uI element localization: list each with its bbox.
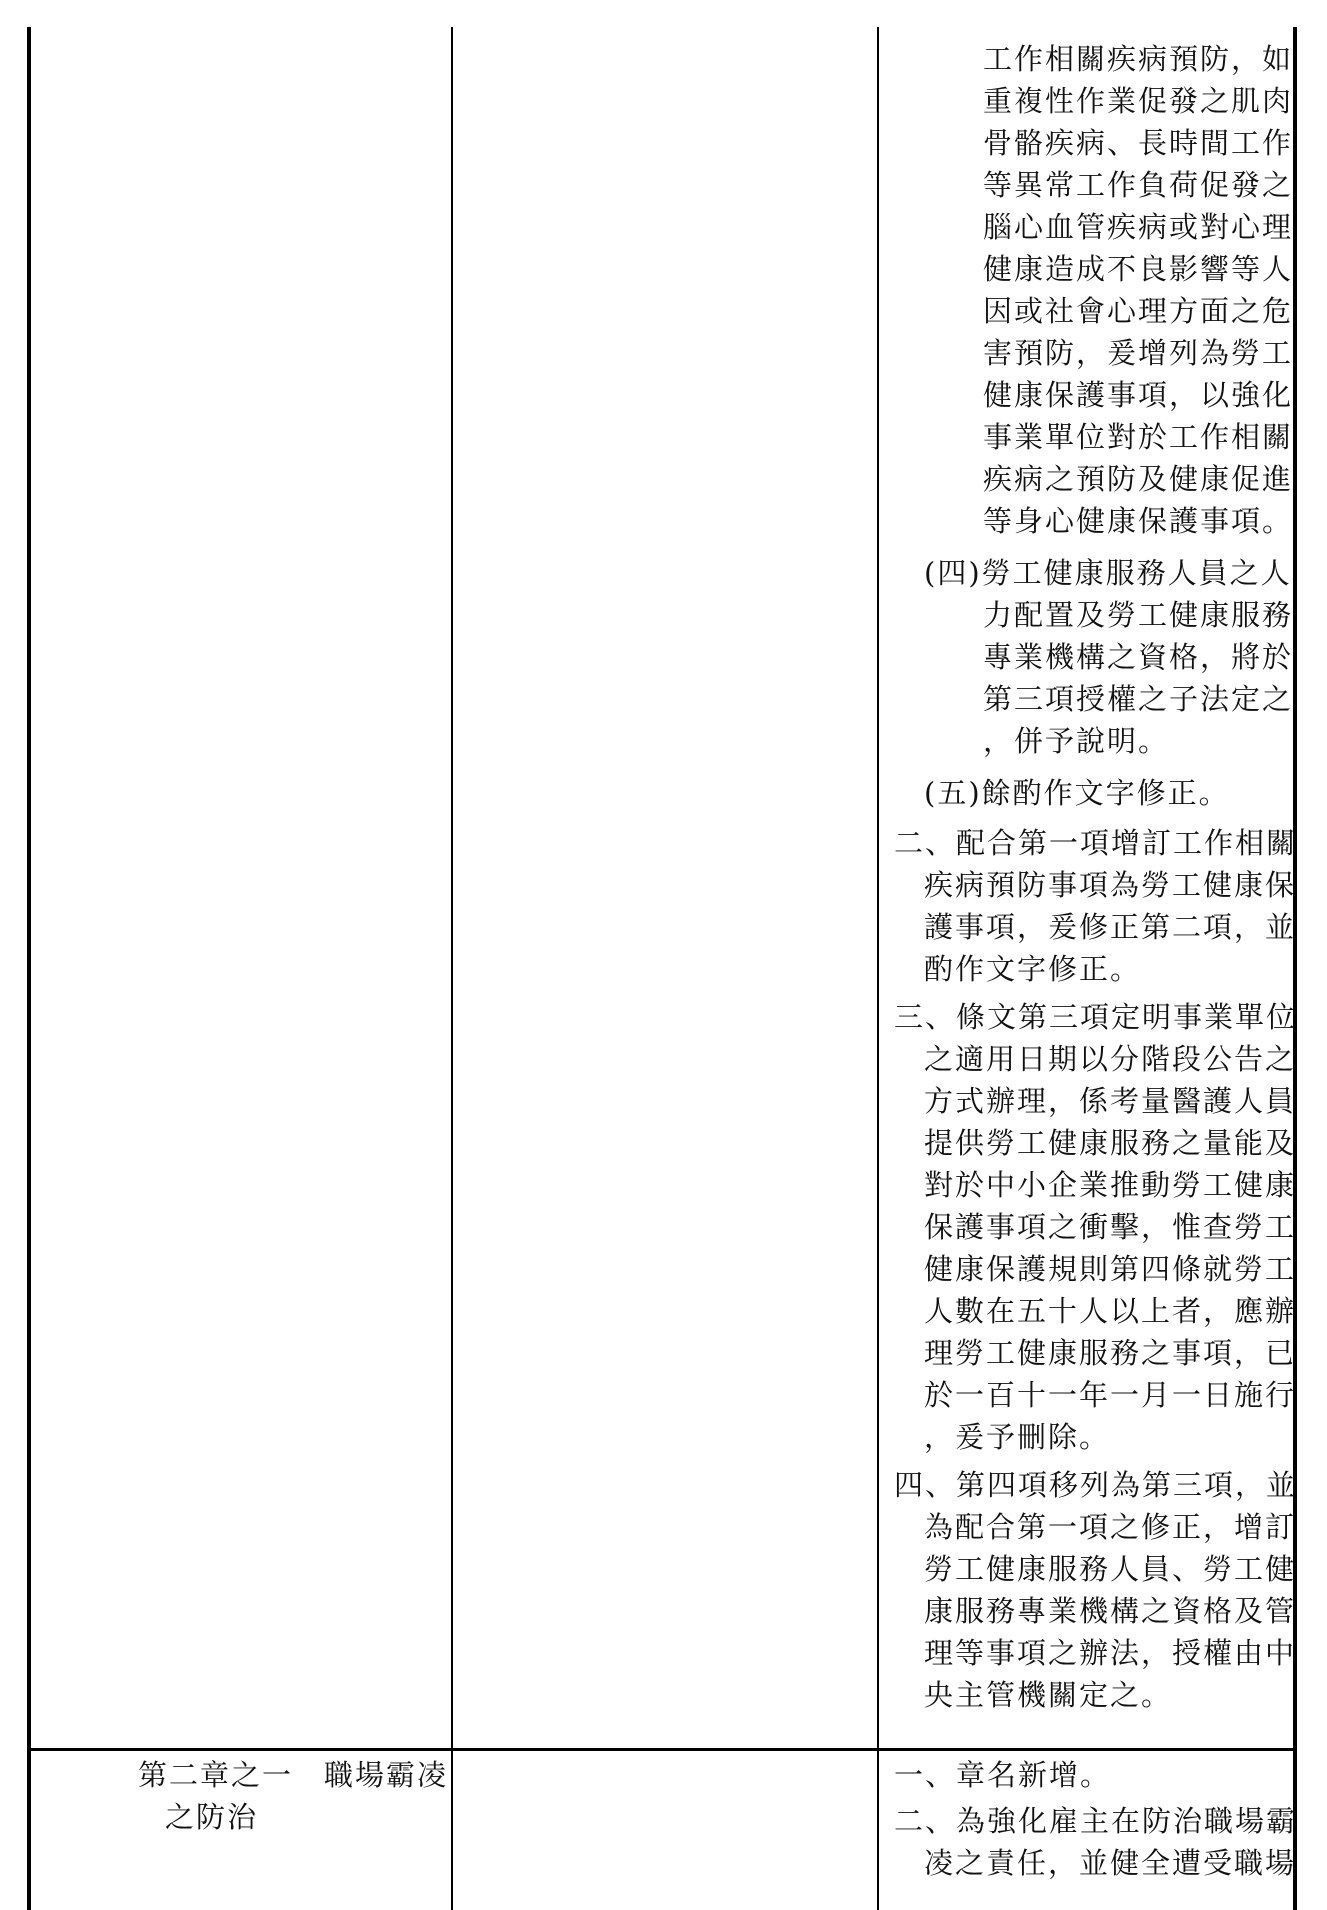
chapter-title-line: 之防治 bbox=[165, 1800, 259, 1834]
explanation-line: (四)勞工健康服務人員之人 bbox=[924, 556, 1292, 590]
explanation-line: 二、配合第一項增訂工作相關 bbox=[894, 826, 1298, 860]
explanation-line: 人數在五十人以上者，應辦 bbox=[924, 1294, 1297, 1328]
explanation-line: 事業單位對於工作相關 bbox=[983, 420, 1294, 454]
explanation-line: 理勞工健康服務之事項，已 bbox=[924, 1336, 1297, 1370]
explanation-line: 健康保護事項，以強化 bbox=[983, 378, 1294, 412]
explanation-line: 理等事項之辦法，授權由中 bbox=[924, 1636, 1297, 1670]
explanation-line: 骨骼疾病、長時間工作 bbox=[983, 126, 1294, 160]
explanation-line: 保護事項之衝擊，惟查勞工 bbox=[924, 1210, 1297, 1244]
explanation-line: 重複性作業促發之肌肉 bbox=[983, 84, 1294, 118]
explanation-line: 為配合第一項之修正，增訂 bbox=[924, 1510, 1297, 1544]
chapter-title-line: 第二章之一 職場霸凌 bbox=[138, 1758, 449, 1792]
explanation-line: 三、條文第三項定明事業單位 bbox=[894, 1000, 1298, 1034]
explanation-line: 之適用日期以分階段公告之 bbox=[924, 1042, 1297, 1076]
explanation-line: ，爰予刪除。 bbox=[924, 1420, 1111, 1454]
explanation-line: 一、章名新增。 bbox=[894, 1758, 1112, 1792]
explanation-line: 健康保護規則第四條就勞工 bbox=[924, 1252, 1297, 1286]
explanation-line: 方式辦理，係考量醫護人員 bbox=[924, 1084, 1297, 1118]
column-divider-2 bbox=[877, 27, 879, 1910]
explanation-line: 於一百十一年一月一日施行 bbox=[924, 1378, 1297, 1412]
column-divider-1 bbox=[451, 27, 453, 1910]
explanation-line: 勞工健康服務人員、勞工健 bbox=[924, 1552, 1297, 1586]
explanation-line: 提供勞工健康服務之量能及 bbox=[924, 1126, 1297, 1160]
explanation-line: 央主管機關定之。 bbox=[924, 1678, 1173, 1712]
table-left-border bbox=[27, 27, 31, 1910]
explanation-line: 因或社會心理方面之危 bbox=[983, 294, 1294, 328]
row-divider bbox=[27, 1748, 1297, 1751]
explanation-line: ，併予說明。 bbox=[983, 724, 1170, 758]
explanation-line: 疾病之預防及健康促進 bbox=[983, 462, 1294, 496]
explanation-line: 疾病預防事項為勞工健康保 bbox=[924, 868, 1297, 902]
explanation-line: 等身心健康保護事項。 bbox=[983, 504, 1294, 538]
explanation-line: (五)餘酌作文字修正。 bbox=[924, 776, 1230, 810]
explanation-line: 腦心血管疾病或對心理 bbox=[983, 210, 1294, 244]
explanation-line: 護事項，爰修正第二項，並 bbox=[924, 910, 1297, 944]
explanation-line: 四、第四項移列為第三項，並 bbox=[894, 1468, 1298, 1502]
explanation-line: 酌作文字修正。 bbox=[924, 952, 1142, 986]
explanation-line: 力配置及勞工健康服務 bbox=[983, 598, 1294, 632]
explanation-line: 凌之責任，並健全遭受職場 bbox=[924, 1846, 1297, 1880]
explanation-line: 二、為強化雇主在防治職場霸 bbox=[894, 1804, 1298, 1838]
explanation-line: 康服務專業機構之資格及管 bbox=[924, 1594, 1297, 1628]
explanation-line: 專業機構之資格，將於 bbox=[983, 640, 1294, 674]
explanation-line: 害預防，爰增列為勞工 bbox=[983, 336, 1294, 370]
explanation-line: 工作相關疾病預防，如 bbox=[983, 42, 1294, 76]
explanation-line: 第三項授權之子法定之 bbox=[983, 682, 1294, 716]
explanation-line: 等異常工作負荷促發之 bbox=[983, 168, 1294, 202]
explanation-line: 健康造成不良影響等人 bbox=[983, 252, 1294, 286]
explanation-line: 對於中小企業推動勞工健康 bbox=[924, 1168, 1297, 1202]
